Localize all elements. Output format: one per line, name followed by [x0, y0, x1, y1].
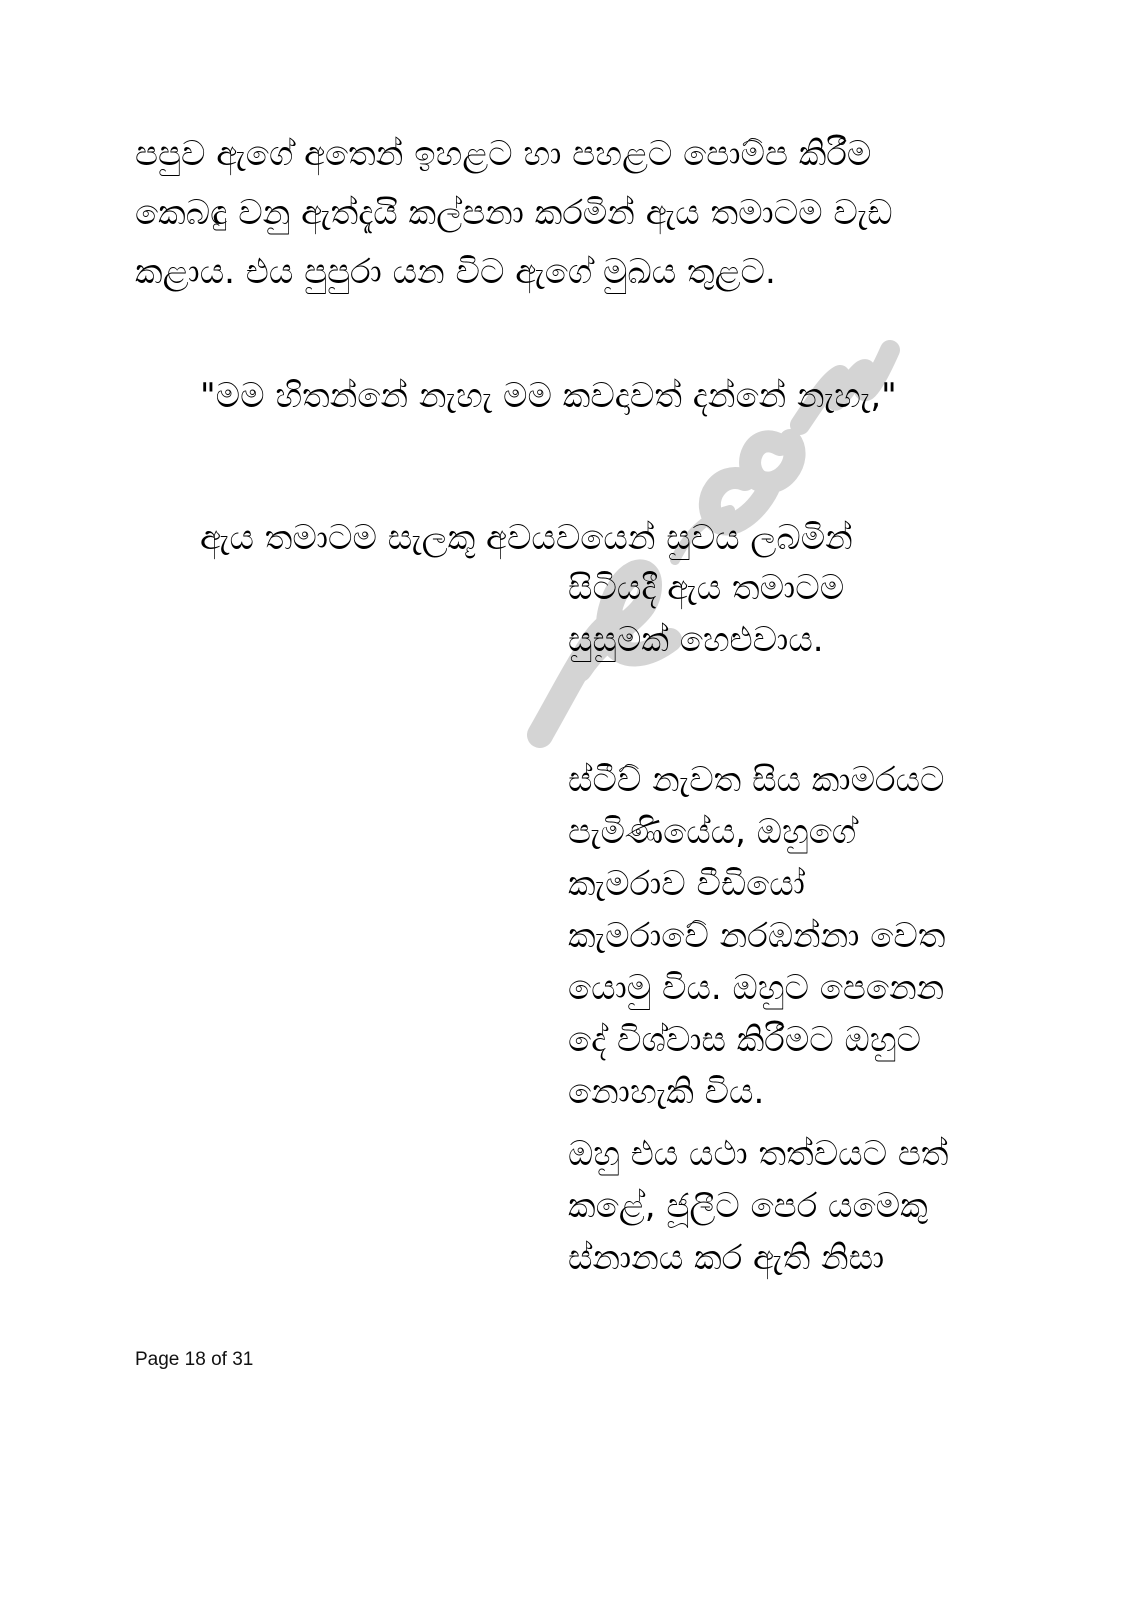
paragraph-1-line-2: කෙබඳු වනු ඇත්දැයි කල්පනා කරමින් ඇය තමාටම වැඩ	[135, 193, 893, 233]
paragraph-3-line-7: නොහැකි විය.	[568, 1072, 765, 1112]
paragraph-4-line-2: කළේ, ජූලීට පෙර යමෙකු	[568, 1186, 928, 1226]
paragraph-2-line-1: ඇය තමාටම සැලකූ අවයවයෙන් සුවය ලබමින්	[200, 518, 853, 558]
page-number-footer: Page 18 of 31	[135, 1349, 254, 1370]
paragraph-3-line-6: දේ විශ්වාස කිරීමට ඔහුට	[568, 1020, 921, 1060]
paragraph-1-line-3: කළාය. එය පුපුරා යන විට ඇගේ මුඛය තුළට.	[135, 252, 776, 292]
paragraph-3-line-1: ස්ටීව් නැවත සිය කාමරයට	[568, 760, 945, 800]
paragraph-3-line-5: යොමු විය. ඔහුට පෙනෙන	[568, 968, 945, 1008]
paragraph-3-line-2: පැමිණියේය, ඔහුගේ	[568, 812, 857, 852]
paragraph-3-line-4: කැමරාවේ නරඹන්නා වෙත	[568, 916, 946, 956]
paragraph-4-line-3: ස්නානය කර ඇති නිසා	[568, 1238, 885, 1278]
paragraph-1-line-1: පපුව ඇගේ අතෙන් ඉහළට හා පහළට පොම්ප කිරීම	[135, 134, 872, 174]
watermark-graphic	[500, 230, 920, 750]
paragraph-2-line-3: සුසුමක් හෙළුවාය.	[568, 620, 824, 660]
paragraph-4-line-1: ඔහු එය යථා තත්වයට පත්	[568, 1134, 949, 1174]
quote-line: "මම හිතන්නේ නැහැ මම කවදාවත් දන්නේ නැහැ,"	[200, 376, 897, 416]
paragraph-3-line-3: කැමරාව වීඩියෝ	[568, 864, 805, 904]
paragraph-2-line-2: සිටියදී ඇය තමාටම	[568, 568, 845, 608]
